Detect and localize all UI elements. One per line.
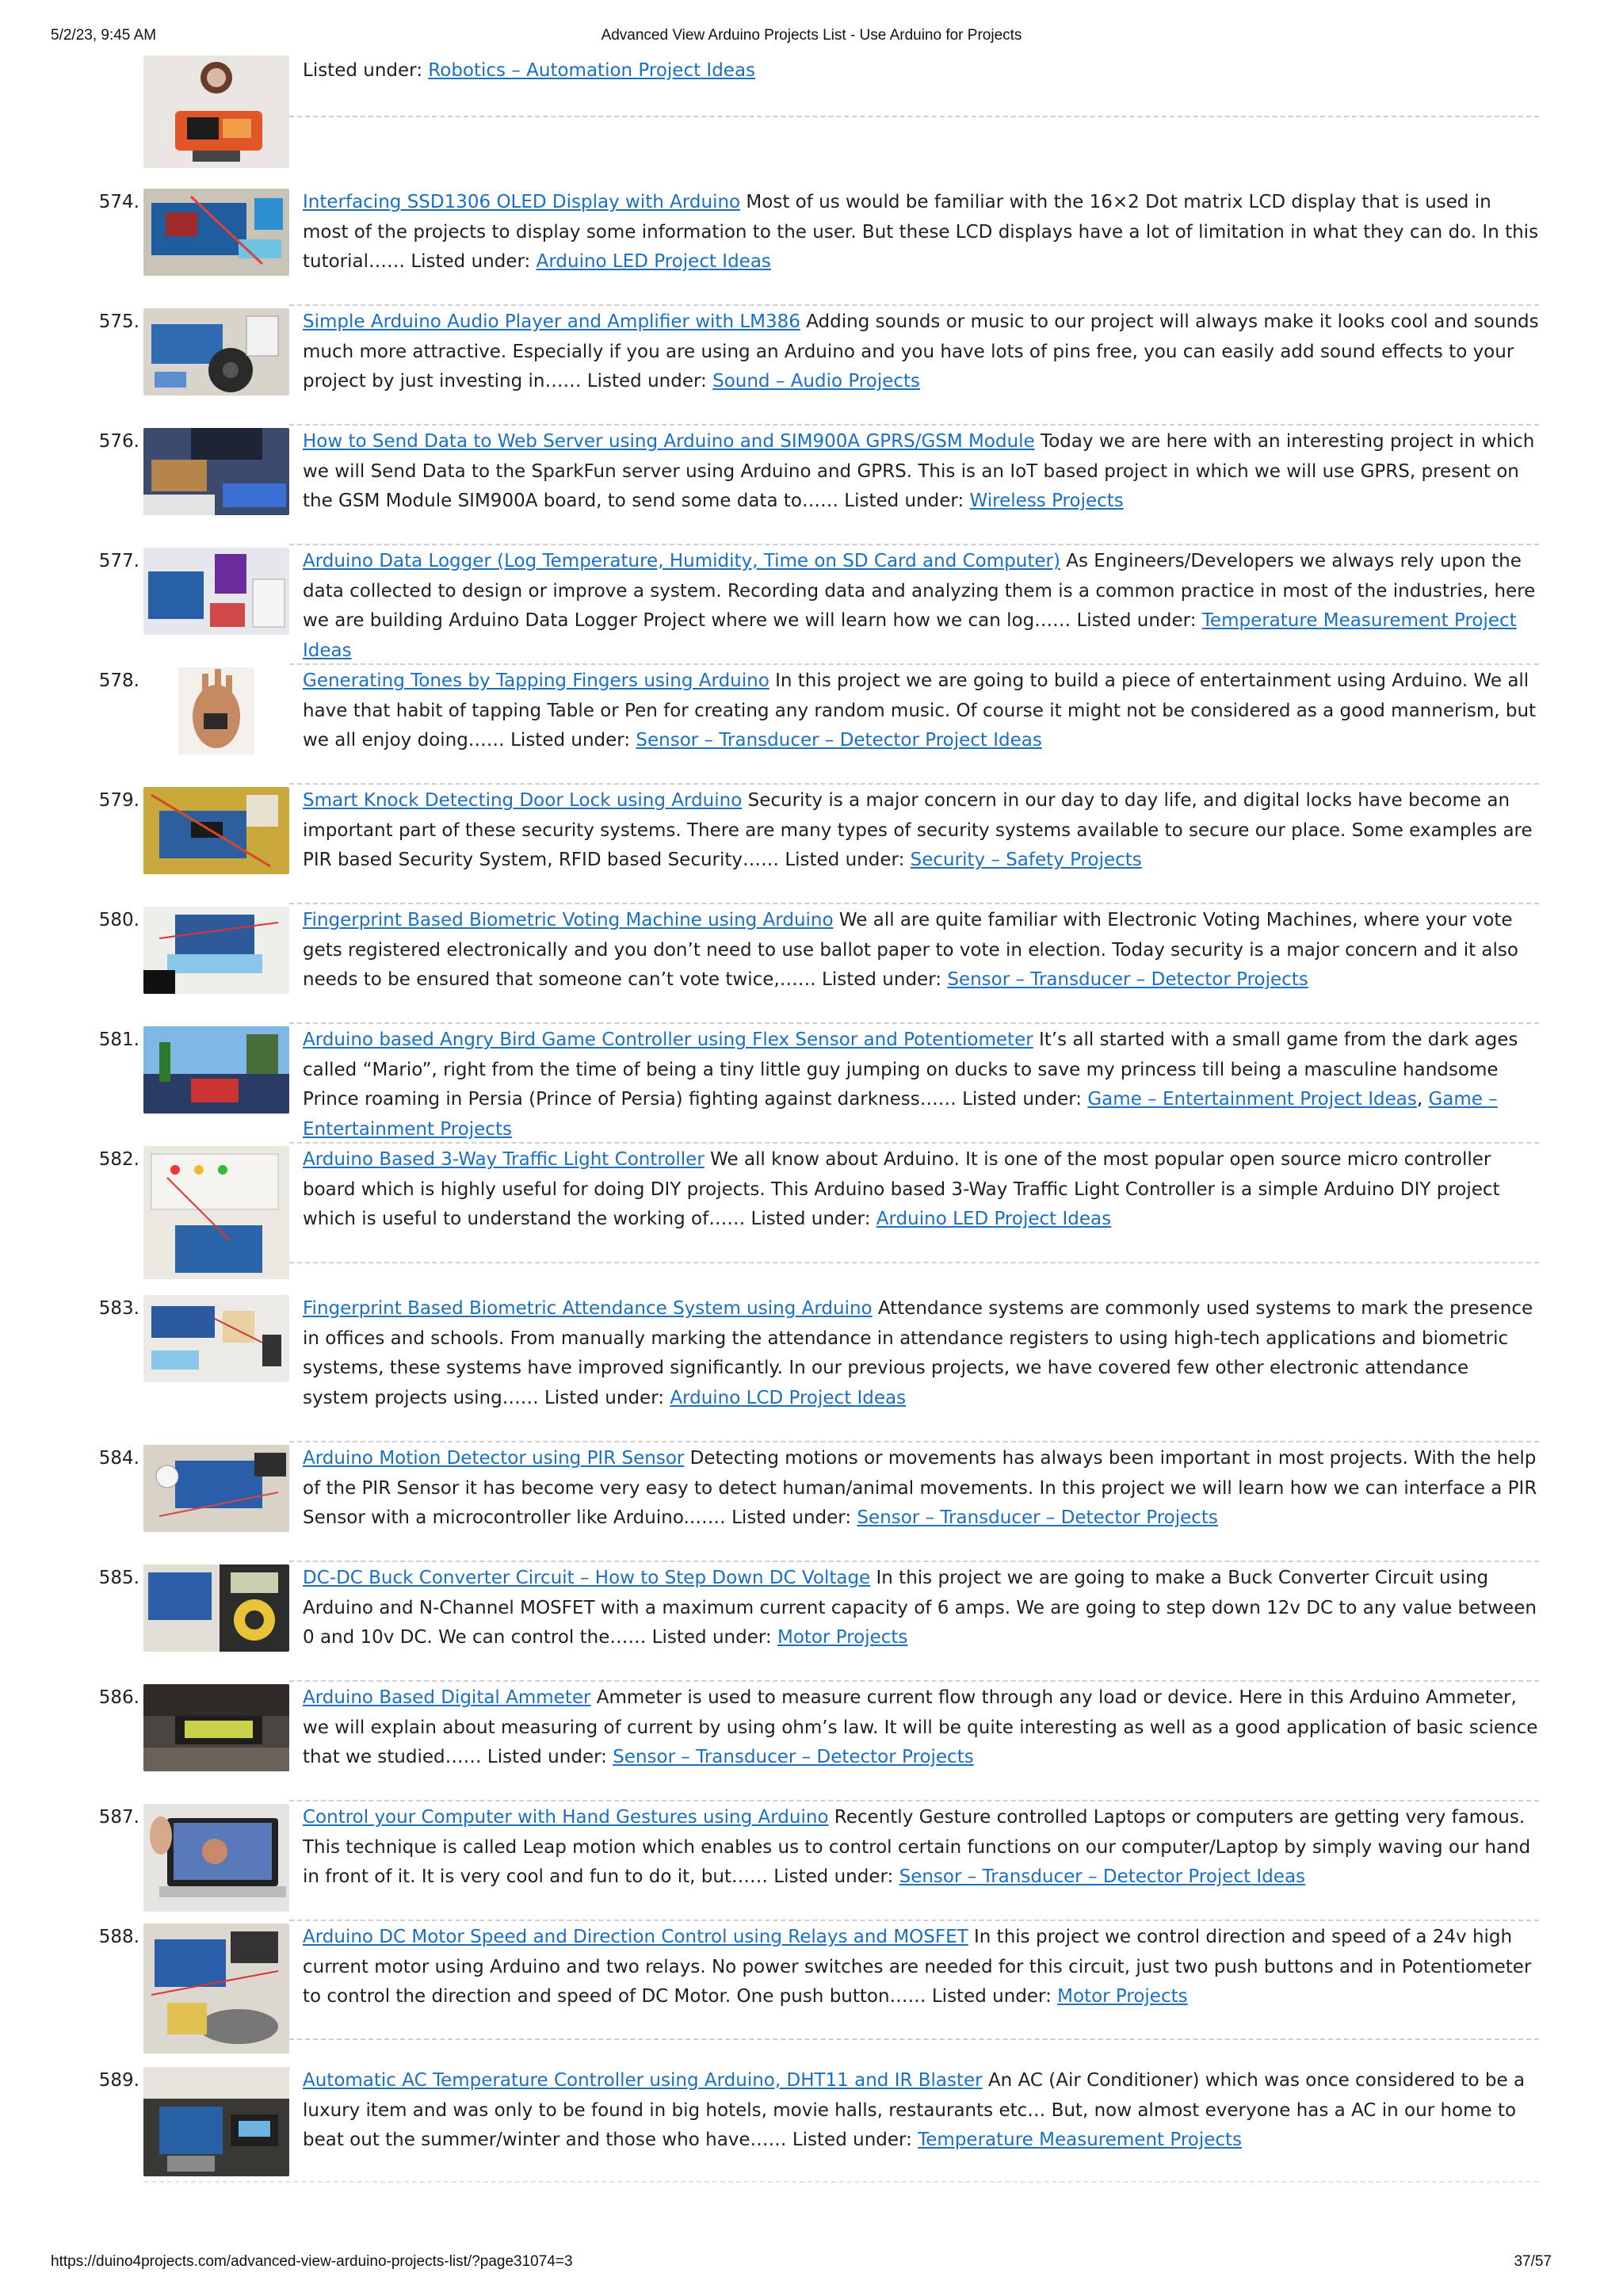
entry-text: [303, 1683, 1539, 1773]
separator: [289, 1142, 1539, 1144]
entry-text: [303, 1803, 1539, 1893]
list-item-number: 575.: [98, 311, 139, 332]
list-item-number: 587.: [98, 1807, 139, 1828]
print-page-title: Advanced View Arduino Projects List - Use Arduino for Projects: [601, 27, 1022, 44]
project-thumbnail[interactable]: [143, 1146, 289, 1279]
project-thumbnail[interactable]: [143, 1924, 289, 2053]
project-description: Detecting motions or movements has always been important in most projects. With the help of the PIR Sensor it has become very easy to detect human/animal movements. In this project we will learn how we can interface a PIR Sensor with a microcontroller like Arduino.…… Listed under:: [303, 1448, 1537, 1528]
separator: [289, 116, 1539, 117]
project-description: Adding sounds or music to our project will always make it looks cool and sounds much more attractive. Especially if you are using an Arduino and you have lots of pins free, you can easily add sound effects to your project by just investing in…… Listed under:: [303, 311, 1539, 392]
project-thumbnail[interactable]: [143, 308, 289, 395]
entry-text: Arduino based Angry Bird Game Controller using Flex Sensor and Potentiometer It’s all started with a small game from the dark ages called “Mario”, right from the time of being a tiny little guy jumping on ducks to save my princess till being a masculine handsome Prince roaming in Persia (Prince of Persia) fighting against darkness…… Listed under: Game – Entertainment Project Ideas, Game – Entertainment Projects: [303, 1030, 1518, 1140]
category-link[interactable]: Sensor – Transducer – Detector Projects: [857, 1507, 1218, 1528]
project-thumbnail[interactable]: [143, 2067, 289, 2176]
separator: [289, 1800, 1539, 1801]
project-description: An AC (Air Conditioner) which was once considered to be a luxury item and was only to be found in big hotels, movie halls, restaurants etc… But, now almost everyone has a AC in our home to beat out the summer/winter and those who have…… Listed under:: [303, 2070, 1526, 2150]
separator: [289, 2038, 1539, 2040]
separator: [289, 903, 1539, 904]
entry-text: [303, 906, 1539, 995]
separator: [289, 1441, 1539, 1442]
project-title-link[interactable]: Arduino DC Motor Speed and Direction Control using Relays and MOSFET: [303, 1927, 968, 1947]
separator: [289, 663, 1539, 665]
project-description: Ammeter is used to measure current flow through any load or device. Here in this Arduino Ammeter, we will explain about measuring of current by using ohm’s law. It will be quite interesting as well as a good application of basic science that we studied…… Listed under:: [303, 1687, 1538, 1767]
project-title-link[interactable]: Control your Computer with Hand Gestures using Arduino: [303, 1807, 829, 1828]
list-item-number: 579.: [98, 790, 139, 811]
list-item-number: 583.: [98, 1298, 139, 1319]
list-item-number: 580.: [98, 910, 139, 930]
category-link[interactable]: Security – Safety Projects: [910, 850, 1142, 870]
project-title-link[interactable]: Fingerprint Based Biometric Attendance System using Arduino: [303, 1298, 873, 1319]
separator: [289, 544, 1539, 545]
project-description: Security is a major concern in our day to day life, and digital locks have become an important part of these security systems. There are many types of security systems available to secure our place. Some examples are PIR based Security System, RFID based Security…… Listed under:: [303, 790, 1533, 870]
category-link[interactable]: Motor Projects: [777, 1627, 908, 1648]
project-description: Recently Gesture controlled Laptops or computers are getting very famous. This technique is called Leap motion which enables us to control certain functions on our computer/Laptop by simply waving our hand in front of it. It is very cool and fun to do it, but…… Listed under:: [303, 1807, 1531, 1887]
category-link[interactable]: Sensor – Transducer – Detector Project Ideas: [899, 1866, 1306, 1887]
print-footer: [0, 2253, 1623, 2277]
separator: [289, 1920, 1539, 1921]
project-thumbnail[interactable]: [143, 189, 289, 276]
category-link[interactable]: Game – Entertainment Projects: [303, 1089, 1498, 1140]
entry-text: [303, 1145, 1539, 1235]
project-description: Attendance systems are commonly used systems to mark the presence in offices and schools. From manually marking the attendance in attendance registers to using high-tech applications and biometric systems, these systems have improved significantly. In our previous projects, we have covered few other electronic attendance system projects using…… Listed under:: [303, 1298, 1533, 1408]
project-title-link[interactable]: Arduino Based Digital Ammeter: [303, 1687, 591, 1708]
separator: [289, 783, 1539, 785]
project-title-link[interactable]: Arduino Motion Detector using PIR Sensor: [303, 1448, 685, 1469]
print-datetime: 5/2/23, 9:45 AM: [51, 27, 157, 44]
category-link[interactable]: Arduino LCD Project Ideas: [670, 1387, 907, 1408]
separator: [289, 1561, 1539, 1562]
category-link[interactable]: Arduino LED Project Ideas: [536, 251, 771, 272]
category-link[interactable]: Sound – Audio Projects: [712, 371, 921, 392]
category-link[interactable]: Robotics – Automation Project Ideas: [428, 60, 756, 81]
project-description: It’s all started with a small game from the dark ages called “Mario”, right from the time of being a tiny little guy jumping on ducks to save my princess till being a masculine handsome Prince roaming in Persia (Prince of Persia) fighting against darkness…… Listed under:: [303, 1030, 1518, 1110]
project-thumbnail[interactable]: [143, 428, 289, 515]
project-description: Today we are here with an interesting project in which we will Send Data to the SparkFun server using Arduino and GPRS. This is an IoT based project in which we will use GPRS, present on the GSM Module SIM900A board, to send some data to…… Listed under:: [303, 431, 1535, 511]
category-link[interactable]: Temperature Measurement Projects: [918, 2130, 1243, 2150]
entry-text: [303, 1923, 1539, 2012]
project-title-link[interactable]: DC-DC Buck Converter Circuit – How to Step Down DC Voltage: [303, 1568, 871, 1588]
entry-text: [303, 1294, 1539, 1413]
project-thumbnail[interactable]: [143, 787, 289, 874]
category-link[interactable]: Wireless Projects: [969, 491, 1124, 511]
list-item-number: 576.: [98, 431, 139, 452]
separator: [289, 1680, 1539, 1682]
list-item-number: 589.: [98, 2070, 139, 2091]
separator: [143, 2181, 1539, 2183]
project-thumbnail[interactable]: [143, 548, 289, 635]
project-description: We all are quite familiar with Electronic Voting Machines, where your vote gets registered electronically and you don’t need to use ballot paper to vote in election. Today security is a major concern and it also needs to be ensured that someone can’t vote twice,…… Listed under:: [303, 910, 1518, 990]
entry-text: [303, 188, 1539, 277]
category-link[interactable]: Sensor – Transducer – Detector Projects: [947, 969, 1308, 990]
list-item-number: 578.: [98, 670, 139, 691]
project-description: In this project we control direction and speed of a 24v high current motor using Arduino and two relays. No power switches are needed for this circuit, just two push buttons and in Potentiometer to control the direction and speed of DC Motor. One push button…… Listed under:: [303, 1927, 1532, 2007]
project-title-link[interactable]: Fingerprint Based Biometric Voting Machine using Arduino: [303, 910, 834, 930]
entry-text: [303, 786, 1539, 876]
separator: [289, 1262, 1539, 1263]
project-thumbnail[interactable]: [143, 1684, 289, 1771]
print-url: https://duino4projects.com/advanced-view-arduino-projects-list/?page31074=3: [51, 2253, 573, 2270]
project-description: We all know about Arduino. It is one of the most popular open source micro controller board which is highly useful for doing DIY projects. This Arduino based 3-Way Traffic Light Controller is a simple Arduino DIY project which is useful to understand the working of…… Listed under:: [303, 1149, 1500, 1229]
list-item-number: 574.: [98, 192, 139, 212]
project-title-link[interactable]: Generating Tones by Tapping Fingers using Arduino: [303, 670, 769, 691]
entry-text: [303, 427, 1539, 517]
print-header: [0, 27, 1623, 51]
category-link[interactable]: Sensor – Transducer – Detector Project Ideas: [636, 730, 1042, 751]
project-thumbnail[interactable]: [143, 1804, 289, 1912]
category-link[interactable]: Game – Entertainment Project Ideas: [1087, 1089, 1417, 1110]
category-link[interactable]: Sensor – Transducer – Detector Projects: [613, 1747, 974, 1767]
project-title-link[interactable]: Interfacing SSD1306 OLED Display with Arduino: [303, 192, 741, 212]
list-item-number: 584.: [98, 1448, 139, 1469]
project-thumbnail[interactable]: [143, 907, 289, 994]
entry-text: [303, 667, 1539, 756]
category-link[interactable]: Motor Projects: [1057, 1986, 1188, 2007]
project-thumbnail[interactable]: [143, 55, 289, 168]
separator: [289, 424, 1539, 426]
project-description: In this project we are going to make a Buck Converter Circuit using Arduino and N-Channel MOSFET with a maximum current capacity of 6 amps. We are going to step down 12v DC to any value between 0 and 10v DC. We can control the…… Listed under:: [303, 1568, 1537, 1648]
entry-text: [303, 308, 1539, 397]
separator: [289, 304, 1539, 306]
entry-text: Listed under: Robotics – Automation Project Ideas: [303, 60, 756, 81]
project-title-link[interactable]: Arduino Data Logger (Log Temperature, Humidity, Time on SD Card and Computer): [303, 551, 1060, 571]
project-thumbnail[interactable]: [178, 667, 254, 755]
list-item-number: 585.: [98, 1568, 139, 1588]
list-item-number: 577.: [98, 551, 139, 571]
project-thumbnail[interactable]: [143, 1295, 289, 1382]
project-thumbnail[interactable]: [143, 1026, 289, 1114]
entry-text: [303, 1564, 1539, 1653]
project-title-link[interactable]: Arduino based Angry Bird Game Controller using Flex Sensor and Potentiometer: [303, 1030, 1033, 1050]
project-description: As Engineers/Developers we always rely upon the data collected to design or improve a system. Recording data and analyzing them is a common practice in most of the industries, here we are building Arduino Data Logger Project where we will learn how we can log…… Listed under:: [303, 551, 1536, 631]
list-item-number: 586.: [98, 1687, 139, 1708]
project-description: In this project we are going to build a piece of entertainment using Arduino. We all have that habit of tapping Table or Pen for creating any random music. Of course it might not be considered as a good mannerism, but we all enjoy doing…… Listed under:: [303, 670, 1537, 751]
category-link[interactable]: Arduino LED Project Ideas: [876, 1209, 1112, 1229]
category-link[interactable]: Temperature Measurement Project Ideas: [303, 610, 1517, 661]
project-title-link[interactable]: How to Send Data to Web Server using Arduino and SIM900A GPRS/GSM Module: [303, 431, 1035, 452]
list-item-number: 588.: [98, 1927, 139, 1947]
project-title-link[interactable]: Smart Knock Detecting Door Lock using Arduino: [303, 790, 743, 811]
project-title-link[interactable]: Arduino Based 3-Way Traffic Light Controller: [303, 1149, 705, 1170]
project-thumbnail[interactable]: [143, 1445, 289, 1532]
entry-text: [303, 547, 1539, 666]
separator: [289, 1022, 1539, 1024]
project-title-link[interactable]: Automatic AC Temperature Controller using Arduino, DHT11 and IR Blaster: [303, 2070, 983, 2091]
project-description: Most of us would be familiar with the 16×2 Dot matrix LCD display that is used in most of the projects to display some information to the user. But these LCD displays have a lot of limitation in what they can do. In this tutorial…… Listed under:: [303, 192, 1539, 272]
list-item-number: 581.: [98, 1030, 139, 1050]
entry-text: [303, 1444, 1539, 1534]
print-page-number: 37/57: [1514, 2253, 1552, 2270]
entry-text: [303, 2066, 1539, 2156]
project-title-link[interactable]: Simple Arduino Audio Player and Amplifier with LM386: [303, 311, 800, 332]
list-item-number: 582.: [98, 1149, 139, 1170]
project-thumbnail[interactable]: [143, 1564, 289, 1652]
